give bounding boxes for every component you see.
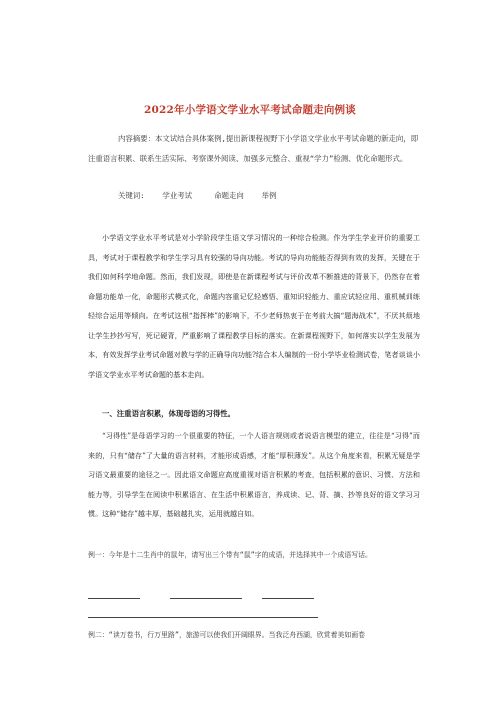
example-question-2: 例二：“读万卷书，行万里路”，旅游可以使我们开阔眼界。当我泛舟西湖，欣赏着美如画卷 — [88, 631, 366, 639]
document-title: 2022年小学语文学业水平考试命题走向例谈 — [144, 104, 356, 116]
section-heading: 一、注重语言积累，体现母语的习得性。 — [102, 409, 236, 418]
intro-paragraph: 小学语文学业水平考试是对小学阶段学生语文学习情况的一种综合检测。作为学生学业评价的重要工具，考试对于课程教学和学生学习具有较强的导向功能。考试的导向功能能否得到有效的发挥，关键在于我们如何科学地命题。然而，我们发现，即使是在新课程考试与评价改革不断推进的背景下，仍然存在着命题功能单一化，命题形式模式化，命题内容重记忆轻感悟、重知识轻能力、重应试轻应用、重机械训练轻综合运用等倾向。在考试这根“指挥棒”的影响下，不少老师热衷于在考前大搞“题海战术”，不厌其烦地让学生抄抄写写，死记硬背，严重影响了课程教学目标的落实。在新课程视野下，如何落实以学生发展为本，有效发挥学业考试命题对教与学的正确导向功能?结合本人编制的一份小学毕业检测试卷，笔者谈谈小学语文学业水平考试命题的基本走向。 — [88, 233, 420, 379]
keywords-line: 关键词: 学业考试 命题走向 举例 — [118, 191, 277, 200]
abstract-paragraph: 内容摘要：本文试结合具体案例,提出新课程视野下小学语文学业水平考试命题的新走向，即注重语言积累、联系生活实际、考察课外阅读、加强多元整合、重视“学力”检测、优化命题形式。 — [88, 134, 419, 163]
answer-blank-1[interactable] — [88, 598, 140, 599]
answer-blank-2[interactable] — [170, 598, 242, 599]
answer-blank-writing[interactable] — [88, 617, 318, 618]
answer-blank-3[interactable] — [262, 598, 314, 599]
example-question-1: 例一：今年是十二生肖中的鼠年，请写出三个带有“鼠”字的成语，并选择其中一个成语写话。 — [88, 551, 372, 559]
section-paragraph: “习得性”是母语学习的一个很重要的特征，一个人语言规则或者说语言模型的建立，往往是“习得”而来的，只有“储存”了大量的语言材料，才能形成语感，才能“厚积薄发”。从这个角度来看，积累无疑是学习语文最重要的途径之一。因此语文命题应高度重视对语言积累的考查，包括积累的意识、习惯、方法和能力等，引导学生在阅读中积累语言、在生活中积累语言，养成读、记、背、摘、抄等良好的语文学习习惯。这种“储存”越丰厚，基础越扎实，运用就越自如。 — [88, 431, 420, 518]
